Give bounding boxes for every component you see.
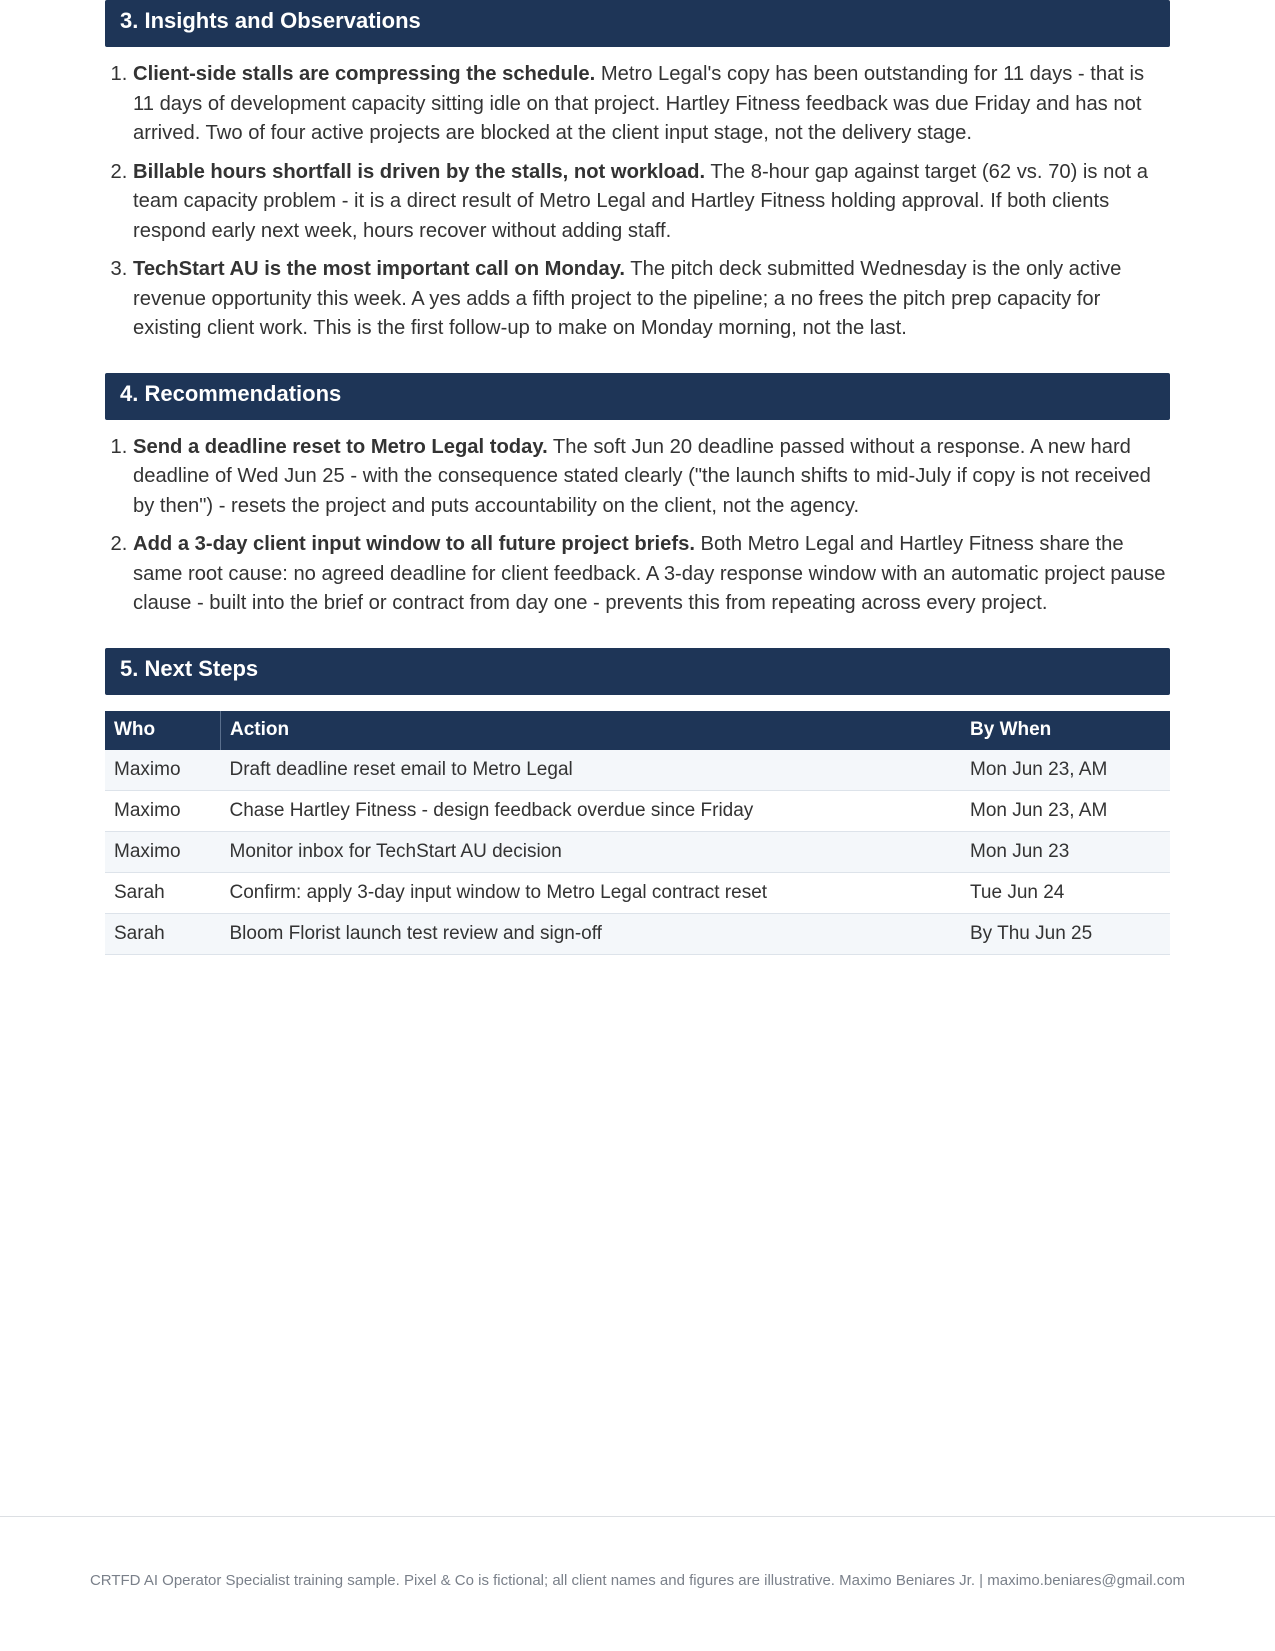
insight-lead: Billable hours shortfall is driven by the stalls, not workload. bbox=[133, 160, 706, 183]
table-row bbox=[105, 872, 1170, 913]
table-row bbox=[105, 790, 1170, 831]
cell-action: Chase Hartley Fitness - design feedback overdue since Friday bbox=[221, 790, 962, 831]
footer-disclaimer: CRTFD AI Operator Specialist training sample. Pixel & Co is fictional; all client names and figures are illustrative. Maximo Beniares Jr. | maximo.beniares@gmail.com bbox=[89, 1572, 1186, 1589]
table-row bbox=[105, 913, 1170, 954]
cell-action: Monitor inbox for TechStart AU decision bbox=[221, 831, 962, 872]
cell-by-when: Tue Jun 24 bbox=[961, 872, 1170, 913]
cell-by-when: Mon Jun 23, AM bbox=[961, 750, 1170, 791]
cell-who: Sarah bbox=[105, 872, 221, 913]
insight-lead: Client-side stalls are compressing the schedule. bbox=[133, 63, 596, 85]
cell-who: Maximo bbox=[105, 750, 221, 791]
table-header-row bbox=[105, 711, 1170, 750]
recommendation-lead: Add a 3-day client input window to all future project briefs. bbox=[133, 533, 695, 555]
recommendations-section-heading: 4. Recommendations bbox=[105, 373, 1170, 420]
list-item bbox=[133, 158, 1170, 247]
insight-text: The pitch deck submitted Wednesday is the only active revenue opportunity this week. A yes adds a fifth project to the pipeline; a no frees the pitch prep capacity for existing client work. This is the first follow-up to make on Monday morning, not the last. bbox=[133, 258, 1122, 339]
cell-by-when: Mon Jun 23, AM bbox=[961, 790, 1170, 831]
cell-who: Maximo bbox=[105, 790, 221, 831]
list-item bbox=[133, 433, 1170, 522]
cell-action: Confirm: apply 3-day input window to Metro Legal contract reset bbox=[221, 872, 962, 913]
insights-list bbox=[105, 60, 1170, 344]
recommendations-list bbox=[105, 433, 1170, 619]
list-item bbox=[133, 530, 1170, 619]
recommendation-lead: Send a deadline reset to Metro Legal today. bbox=[133, 435, 548, 458]
cell-action: Draft deadline reset email to Metro Legal bbox=[221, 750, 962, 791]
next-steps-section-heading: 5. Next Steps bbox=[105, 648, 1170, 695]
table-row bbox=[105, 831, 1170, 872]
insights-section-heading: 3. Insights and Observations bbox=[105, 0, 1170, 47]
column-header-who: Who bbox=[105, 711, 221, 750]
table-row bbox=[105, 750, 1170, 791]
list-item bbox=[133, 255, 1170, 344]
column-header-action: Action bbox=[221, 711, 962, 750]
recommendation-text: The soft Jun 20 deadline passed without a response. A new hard deadline of Wed Jun 25 - with the consequence stated clearly ("the launch shifts to mid-July if copy is not received by then") - resets the project and puts accountability on the client, not the agency. bbox=[133, 435, 1151, 517]
recommendation-text: Both Metro Legal and Hartley Fitness share the same root cause: no agreed deadline for client feedback. A 3-day response window with an automatic project pause clause - built into the brief or contract from day one - prevents this from repeating across every project. bbox=[133, 533, 1166, 614]
footer-divider bbox=[0, 1516, 1275, 1517]
cell-by-when: By Thu Jun 25 bbox=[961, 913, 1170, 954]
cell-who: Sarah bbox=[105, 913, 221, 954]
cell-action: Bloom Florist launch test review and sign-off bbox=[221, 913, 962, 954]
insight-lead: TechStart AU is the most important call on Monday. bbox=[133, 258, 626, 280]
list-item bbox=[133, 60, 1170, 149]
insight-text: Metro Legal's copy has been outstanding for 11 days - that is 11 days of development capacity sitting idle on that project. Hartley Fitness feedback was due Friday and has not arrived. Two of four active projects are blocked at the client input stage, not the delivery stage. bbox=[133, 63, 1145, 144]
cell-who: Maximo bbox=[105, 831, 221, 872]
next-steps-table bbox=[105, 711, 1170, 955]
cell-by-when: Mon Jun 23 bbox=[961, 831, 1170, 872]
column-header-by-when: By When bbox=[961, 711, 1170, 750]
report-page bbox=[105, 0, 1170, 955]
insight-text: The 8-hour gap against target (62 vs. 70) is not a team capacity problem - it is a direct result of Metro Legal and Hartley Fitness holding approval. If both clients respond early next week, hours recover without adding staff. bbox=[133, 160, 1148, 242]
